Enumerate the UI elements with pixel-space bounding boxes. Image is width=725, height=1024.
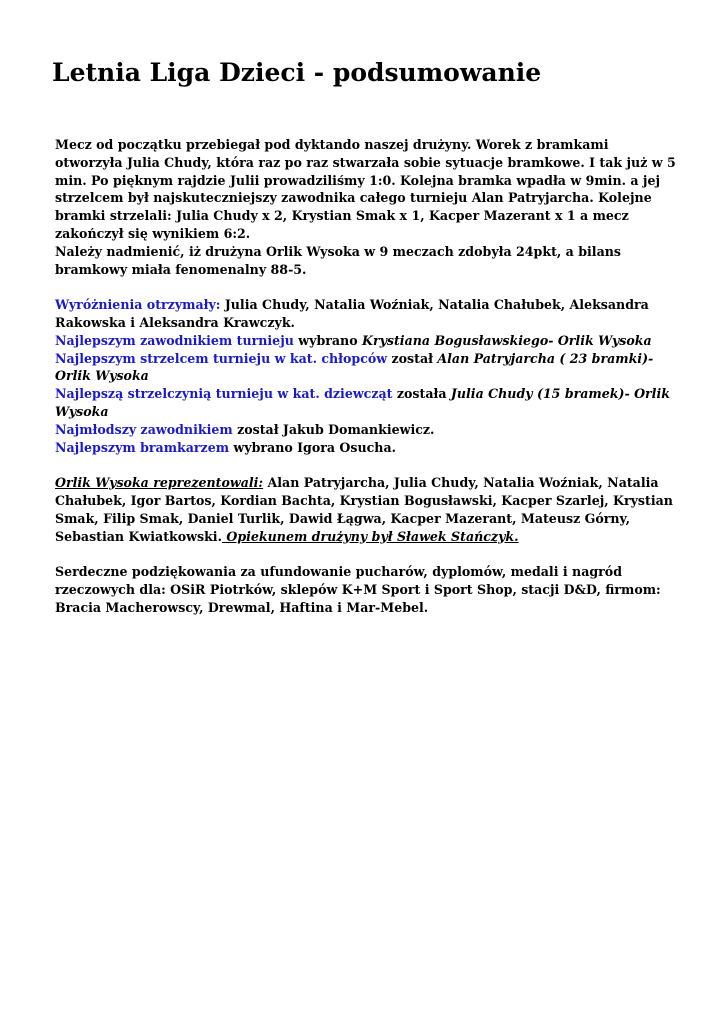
youngest-player-label: Najmłodszy zawodnikiem <box>55 421 233 437</box>
best-goalkeeper-value: wybrano Igora Osucha. <box>229 439 396 455</box>
article-body <box>55 136 680 617</box>
top-scorer-boys-line <box>55 350 680 386</box>
best-goalkeeper-line <box>55 439 680 457</box>
thanks-paragraph: Serdeczne podziękowania za ufundowanie pucharów, dyplomów, medali i nagród rzeczowych dla: OSiR Piotrków, sklepów K+M Sport i Sport Shop, stacji D&D, firmom: Bracia Macherowscy, Drewmal, Haftina i Mar-Mebel. <box>55 564 661 615</box>
best-player-connector: wybrano <box>293 332 362 348</box>
best-player-value: Krystiana Bogusławskiego- Orlik Wysoka <box>362 332 652 348</box>
top-scorer-girls-connector: została <box>392 386 451 402</box>
youngest-player-value: został Jakub Domankiewicz. <box>232 421 435 437</box>
team-roster-label: Orlik Wysoka reprezentowali: <box>55 475 264 491</box>
distinctions-value: Julia Chudy, Natalia Woźniak, Natalia Chałubek, Aleksandra Rakowska i Aleksandra Krawczyk. <box>55 297 649 330</box>
distinctions-line <box>55 296 680 332</box>
youngest-player-line <box>55 421 680 439</box>
best-goalkeeper-label: Najlepszym bramkarzem <box>55 439 230 455</box>
page-title: Letnia Liga Dzieci - podsumowanie <box>52 58 542 87</box>
spacer <box>55 456 680 474</box>
top-scorer-boys-value: Alan Patryjarcha ( 23 bramki)-Orlik Wysoka <box>55 350 654 384</box>
best-player-line <box>55 332 680 350</box>
team-roster-paragraph <box>55 474 680 545</box>
season-summary-paragraph: Należy nadmienić, iż drużyna Orlik Wysoka w 9 meczach zdobyła 24pkt, a bilans bramkowy miała fenomenalny 88-5. <box>55 243 621 277</box>
spacer <box>55 278 680 296</box>
top-scorer-girls-label: Najlepszą strzelczynią turnieju w kat. dziewcząt <box>55 386 393 402</box>
match-summary-paragraph: Mecz od początku przebiegał pod dyktando naszej drużyny. Worek z bramkami otworzyła Julia Chudy, która raz po raz stwarzała sobie sytuacje bramkowe. I tak już w 5 min. Po pięknym rajdzie Julii prowadziliśmy 1:0. Kolejna bramka wpadła w 9min. a jej strzelcem był najskuteczniejszy zawodnika całego turnieju Alan Patryjarcha. Kolejne bramki strzelali: Julia Chudy x 2, Krystian Smak x 1, Kacper Mazerant x 1 a mecz zakończył się wynikiem 6:2. <box>55 137 676 241</box>
distinctions-label: Wyróżnienia otrzymały: <box>55 297 221 313</box>
best-player-label: Najlepszym zawodnikiem turnieju <box>55 332 294 348</box>
top-scorer-boys-label: Najlepszym strzelcem turnieju w kat. chłopców <box>55 350 388 366</box>
top-scorer-girls-line <box>55 385 680 421</box>
top-scorer-boys-connector: został <box>387 350 438 366</box>
team-roster-members: Alan Patryjarcha, Julia Chudy, Natalia Woźniak, Natalia Chałubek, Igor Bartos, Kordian Bachta, Krystian Bogusławski, Kacper Szarlej, Krystian Smak, Filip Smak, Daniel Turlik, Dawid Łągwa, Kacper Mazerant, Mateusz Górny, Sebastian Kwiatkowski. <box>55 475 673 544</box>
top-scorer-girls-value: Julia Chudy (15 bramek)- Orlik Wysoka <box>55 386 670 419</box>
spacer <box>55 545 680 563</box>
team-coach: Opiekunem drużyny był Sławek Stańczyk. <box>221 528 519 544</box>
